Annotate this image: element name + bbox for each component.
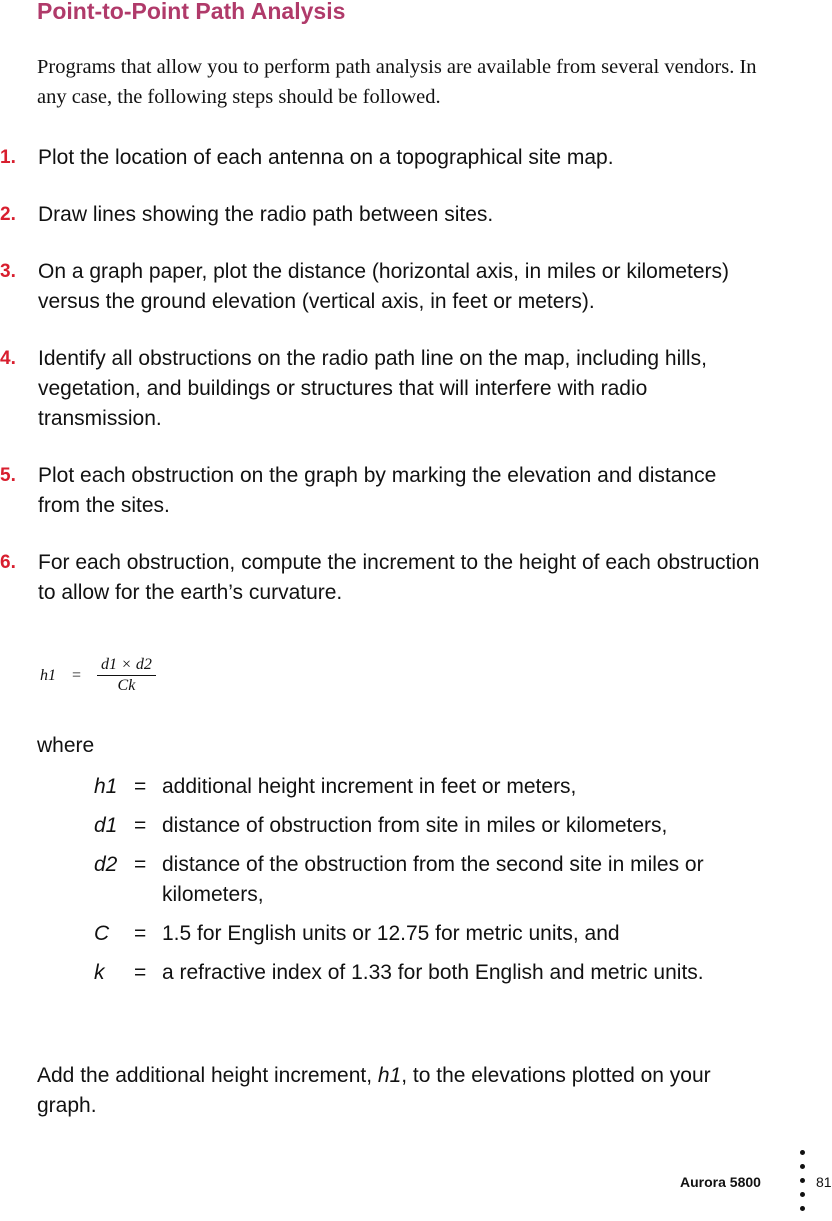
definition-text: distance of the obstruction from the second site in miles or kilometers, [162, 853, 704, 906]
step-item [0, 461, 760, 521]
definition-symbol: d1 [94, 814, 118, 837]
step-number: 6. [0, 552, 16, 573]
step-item [0, 257, 760, 317]
definition-text: 1.5 for English units or 12.75 for metric units, and [162, 922, 620, 945]
definition-row [94, 958, 774, 988]
formula-equals: = [72, 666, 82, 684]
step-text: Plot the location of each antenna on a topographical site map. [38, 146, 614, 169]
definition-equals: = [134, 775, 147, 798]
definition-row [94, 772, 774, 802]
footer-dot [800, 1206, 805, 1211]
where-label: where [37, 734, 95, 757]
definition-symbol: k [94, 961, 105, 984]
step-text: Plot each obstruction on the graph by marking the elevation and distance from the sites. [38, 464, 717, 517]
step-item [0, 548, 760, 608]
definition-row [94, 811, 774, 841]
closing-paragraph [37, 1061, 767, 1121]
steps-list [0, 143, 760, 635]
formula-denominator: Ck [117, 677, 136, 694]
step-text: Draw lines showing the radio path between sites. [38, 203, 494, 226]
definition-row [94, 919, 774, 949]
definition-symbol: h1 [94, 775, 118, 798]
step-item [0, 344, 760, 434]
definition-equals: = [134, 961, 147, 984]
formula-lhs: h1 [40, 666, 56, 684]
closing-text-before: Add the additional height increment, [37, 1064, 378, 1087]
step-text: On a graph paper, plot the distance (horizontal axis, in miles or kilometers) versus the ground elevation (vertical axis, in feet or meters). [38, 260, 730, 313]
closing-emphasis: h1 [377, 1064, 402, 1087]
step-item [0, 200, 760, 230]
curvature-formula [40, 656, 156, 695]
footer-product-name: Aurora 5800 [680, 1174, 761, 1190]
footer-dot [800, 1192, 805, 1197]
step-number: 5. [0, 465, 16, 486]
footer-dots [800, 1150, 806, 1220]
definition-row [94, 850, 774, 910]
definition-symbol: d2 [94, 853, 118, 876]
footer-dot [800, 1150, 805, 1155]
definition-text: distance of obstruction from site in miles or kilometers, [162, 814, 668, 837]
definition-equals: = [134, 814, 147, 837]
page-title: Point-to-Point Path Analysis [37, 0, 346, 24]
step-number: 3. [0, 261, 16, 282]
closing-text-after: , to the elevations plotted on your graph. [37, 1064, 711, 1117]
definition-text: a refractive index of 1.33 for both English and metric units. [162, 961, 704, 984]
step-item [0, 143, 760, 173]
step-text: Identify all obstructions on the radio path line on the map, including hills, vegetation, and buildings or structures that will interfere with radio transmission. [38, 347, 707, 430]
step-number: 1. [0, 147, 16, 168]
definition-equals: = [134, 853, 147, 876]
formula-numerator: d1 × d2 [97, 656, 156, 676]
page-number: 81 [816, 1174, 832, 1190]
formula-fraction [97, 656, 156, 695]
footer-dot [800, 1164, 805, 1169]
intro-paragraph: Programs that allow you to perform path analysis are available from several vendors. In any case, the following steps should be followed. [37, 56, 757, 108]
definition-text: additional height increment in feet or meters, [162, 775, 577, 798]
definitions-list [94, 772, 774, 997]
step-number: 4. [0, 348, 16, 369]
step-number: 2. [0, 204, 16, 225]
definition-equals: = [134, 922, 147, 945]
step-text: For each obstruction, compute the increment to the height of each obstruction to allow for the earth’s curvature. [38, 551, 760, 604]
footer-dot [800, 1178, 805, 1183]
definition-symbol: C [94, 922, 110, 945]
